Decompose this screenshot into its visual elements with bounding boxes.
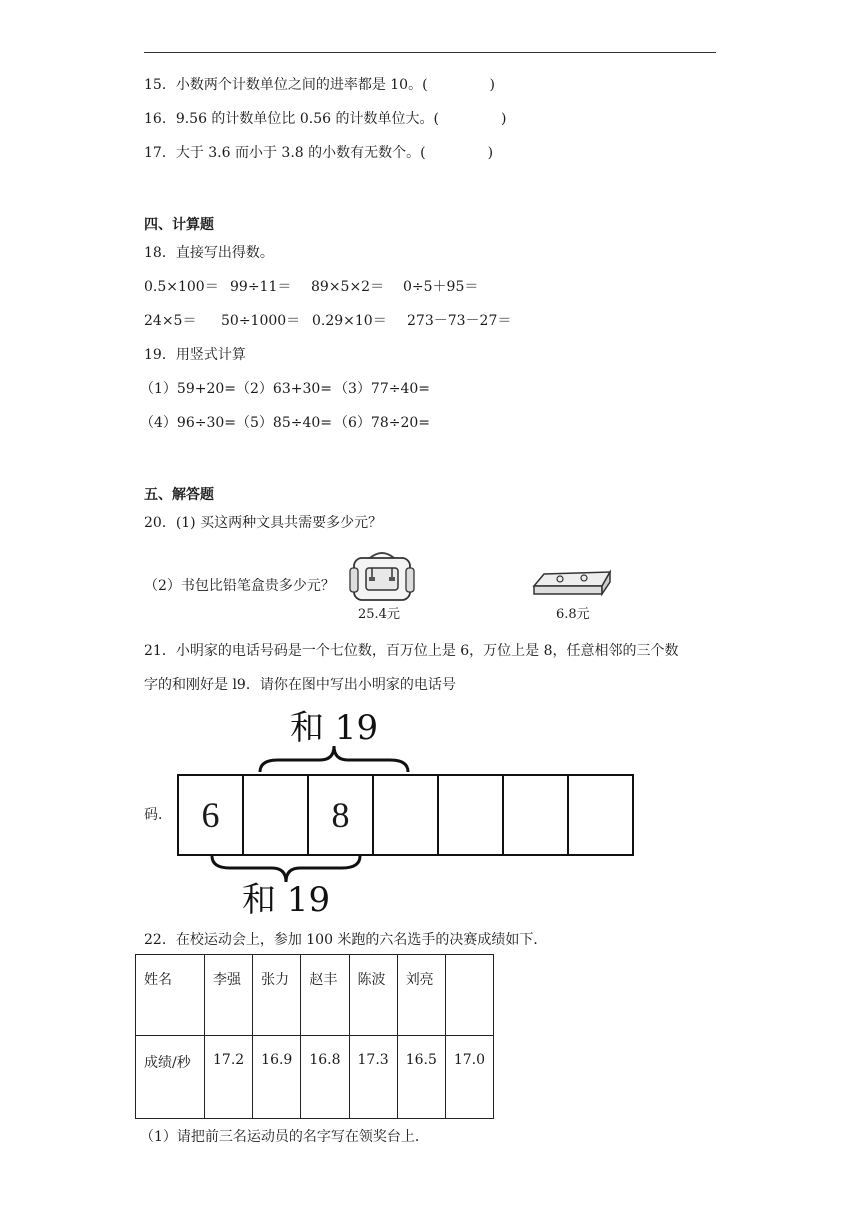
question-18: 18．直接写出得数。 [144, 245, 274, 261]
table-cell: 陈波 [349, 955, 397, 1036]
digit-cell[interactable] [504, 776, 569, 854]
vertical-calc-item: （5）85÷40= [236, 415, 332, 431]
scores-table [135, 954, 494, 1119]
question-21-line-2: 字的和刚好是 l9．请你在图中写出小明家的电话号 [144, 677, 456, 693]
table-cell: 李强 [205, 955, 253, 1036]
table-cell: 17.3 [349, 1036, 397, 1119]
table-cell: 17.0 [445, 1036, 493, 1119]
top-rule [144, 52, 716, 53]
table-row [136, 955, 494, 1036]
digit-cell[interactable] [439, 776, 504, 854]
calc-item: 0÷5＋95＝ [403, 279, 479, 295]
digit-cell[interactable] [374, 776, 439, 854]
table-header-cell: 姓名 [136, 955, 205, 1036]
digit-cell[interactable]: 8 [309, 776, 374, 854]
question-20-part-1: 20．(1) 买这两种文具共需要多少元？ [144, 515, 383, 531]
brace-label-bottom: 和 19 [242, 880, 331, 920]
digit-cell[interactable] [569, 776, 632, 854]
vertical-calc-item: （3）77÷40= [334, 381, 430, 397]
question-19: 19．用竖式计算 [144, 347, 246, 363]
pencil-box-price: 6.8元 [556, 607, 590, 622]
question-21-tail: 码． [144, 807, 172, 823]
question-22: 22．在校运动会上，参加 100 米跑的六名选手的决赛成绩如下． [144, 932, 548, 948]
vertical-calc-item: （4）96÷30= [140, 415, 236, 431]
digit-cell[interactable]: 6 [179, 776, 244, 854]
calc-item: 89×5×2＝ [311, 279, 385, 295]
table-cell: 16.5 [397, 1036, 445, 1119]
vertical-calc-item: （6）78÷20= [334, 415, 430, 431]
calc-item: 24×5＝ [144, 313, 197, 329]
table-cell: 赵丰 [301, 955, 349, 1036]
table-header-cell: 成绩/秒 [136, 1036, 205, 1119]
calc-item: 0.5×100＝ [144, 279, 219, 295]
calc-item: 0.29×10＝ [312, 313, 387, 329]
table-cell: 17.2 [205, 1036, 253, 1119]
school-bag-icon [348, 548, 416, 606]
question-21-line-1: 21．小明家的电话号码是一个七位数，百万位上是 6，万位上是 8，任意相邻的三个数 [144, 643, 679, 659]
question-15: 15．小数两个计数单位之间的进率都是 10。( ) [144, 77, 496, 93]
vertical-calc-item: （2）63+30= [236, 381, 332, 397]
bag-price: 25.4元 [358, 607, 400, 622]
section-title-calc: 四、计算题 [144, 217, 214, 233]
digit-cell[interactable] [244, 776, 309, 854]
vertical-calc-item: （1）59+20= [140, 381, 236, 397]
section-title-answers: 五、解答题 [144, 487, 214, 503]
table-cell: 刘亮 [397, 955, 445, 1036]
table-cell: 16.9 [253, 1036, 301, 1119]
calc-item: 50÷1000＝ [221, 313, 301, 329]
pencil-box-icon [530, 568, 616, 600]
calc-item: 273－73－27＝ [407, 313, 512, 329]
table-row [136, 1036, 494, 1119]
table-cell [445, 955, 493, 1036]
top-brace [256, 740, 412, 774]
table-cell: 张力 [253, 955, 301, 1036]
question-17: 17．大于 3.6 而小于 3.8 的小数有无数个。( ) [144, 145, 494, 161]
phone-number-grid [177, 774, 634, 856]
question-20-part-2: （2）书包比铅笔盒贵多少元？ [144, 578, 335, 594]
calc-item: 99÷11＝ [230, 279, 292, 295]
brace-label-top: 和 19 [290, 708, 379, 748]
question-22-part-1: （1）请把前三名运动员的名字写在领奖台上． [140, 1129, 429, 1145]
question-16: 16．9.56 的计数单位比 0.56 的计数单位大。( ) [144, 111, 507, 127]
table-cell: 16.8 [301, 1036, 349, 1119]
